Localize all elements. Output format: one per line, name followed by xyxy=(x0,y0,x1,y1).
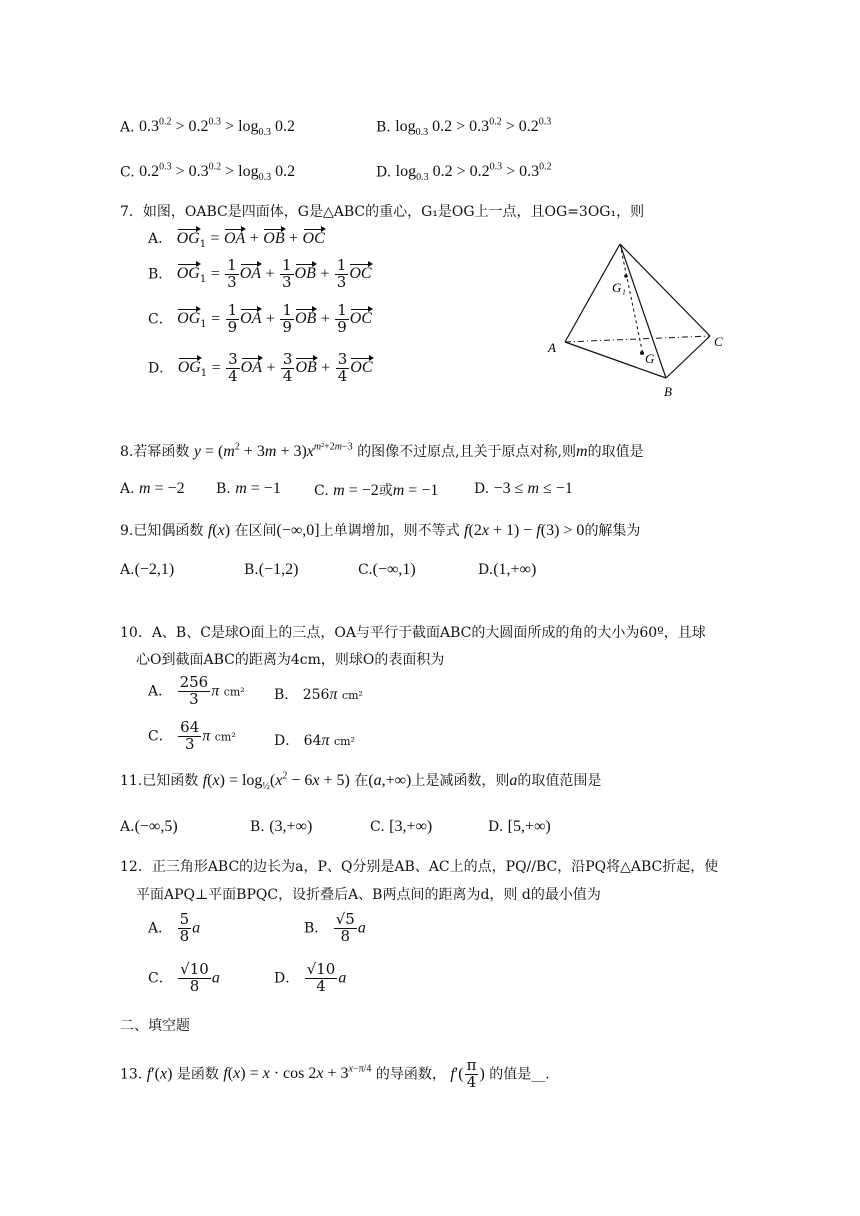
label-g1: G₁ xyxy=(612,280,626,295)
label-c: C xyxy=(714,334,723,349)
q7-option-c: C． $OG_1$ = $\frac{1}{9}$ OA + $\frac{1}{9}$ OB + $\frac{1}{9}$ OC xyxy=(148,301,372,336)
label-b: B xyxy=(664,384,672,399)
label-g: G xyxy=(645,351,655,366)
q10-option-a: A． $\frac{256}{3}$ π cm² xyxy=(148,673,245,708)
q8-option-a: A. m = −2 xyxy=(120,480,185,497)
q10-line1: 10．A、B、C是球O面上的三点，OA与平行于截面ABC的大圆面所成的角的大小为60º，且球 xyxy=(120,625,706,641)
q6-option-b: B. $\log_{0.3} 0.2 > 0.3^{0.2} > 0.2^{0.3}$ xyxy=(376,117,552,139)
q11-option-c: C. [3,+∞) xyxy=(370,818,433,835)
q9-option-d: D.(1,+∞) xyxy=(478,561,537,578)
q7-option-a: A． $OG_1$ = OA + OB + OC xyxy=(148,230,325,250)
q9-option-b: B.(−1,2) xyxy=(244,561,299,578)
q12-line1: 12．正三角形ABC的边长为a，P、Q分别是AB、AC上的点，PQ//BC，沿PQ将△ABC折起，使 xyxy=(120,859,719,875)
q8-option-c: C. m = −2或m = −1 xyxy=(314,482,439,499)
q8-option-b: B. m = −1 xyxy=(216,480,281,497)
q12-option-b: B． $\frac{√5}{8}$ a xyxy=(304,910,366,945)
q6-option-c: C. $0.2^{0.3} > 0.3^{0.2} > \log_{0.3} 0.2$ xyxy=(120,162,296,184)
q7-option-b: B． $OG_1$ = $\frac{1}{3}$ OA + $\frac{1}{3}$ OB + $\frac{1}{3}$ OC xyxy=(148,256,372,291)
q12-option-a: A． $\frac{5}{8}$ a xyxy=(148,910,201,945)
q10-option-c: C． $\frac{64}{3}$ π cm² xyxy=(148,718,236,753)
q9-option-c: C.(−∞,1) xyxy=(358,561,416,578)
section-title: 二、填空题 xyxy=(120,1018,190,1034)
q9-option-a: A.(−2,1) xyxy=(120,561,175,578)
q10-option-d: D． 64π cm² xyxy=(274,732,355,749)
q12-option-c: C． $\frac{√10}{8}$ a xyxy=(148,960,220,995)
q13-stem: 13. f′(x) 是函数 $f(x) = x \cdot \cos 2x + 3^{x-\pi/4}$ 的导函数， f′( $\frac{\pi}{4}$ ) 的值是__. xyxy=(120,1056,550,1091)
q7-option-d: D． $OG_1$ = $\frac{3}{4}$ OA + $\frac{3}{4}$ OB + $\frac{3}{4}$ OC xyxy=(148,350,373,385)
q7-stem: 7．如图，OABC是四面体，G是△ABC的重心，G₁是OG上一点，且OG=3OG₁，则 xyxy=(120,204,645,220)
q12-line2: 平面APQ⊥平面BPQC，设折叠后A、B两点间的距离为d，则 d的最小值为 xyxy=(136,887,601,903)
q10-option-b: B． 256π cm² xyxy=(274,686,363,703)
q8-stem: 8.若幂函数 $y = (m^2 + 3m + 3)x^{m^2+2m-3}$ 的图像不过原点,且关于原点对称,则m的取值是 xyxy=(120,441,644,460)
q11-stem: 11.已知函数 $f(x) = \log_{\frac{1}{2}}(x^2 - 6x + 5)$ 在(a,+∞)上是减函数，则a的取值范围是 xyxy=(120,770,602,793)
q6-option-d: D. $\log_{0.3} 0.2 > 0.2^{0.3} > 0.3^{0.2}$ xyxy=(376,162,552,184)
tetrahedron-figure xyxy=(540,238,740,408)
q9-stem: 9.已知偶函数 f(x) 在区间(−∞,0]上单调增加，则不等式 f(2x + 1) − f(3) > 0的解集为 xyxy=(120,522,641,539)
q12-option-d: D． $\frac{√10}{4}$ a xyxy=(274,960,347,995)
q10-line2: 心O到截面ABC的距离为4cm，则球O的表面积为 xyxy=(136,652,445,668)
q11-option-d: D. [5,+∞) xyxy=(488,818,551,835)
q11-option-b: B. (3,+∞) xyxy=(250,818,313,835)
q8-option-d: D. −3 ≤ m ≤ −1 xyxy=(474,480,573,497)
q6-option-a: A. $0.3^{0.2} > 0.2^{0.3} > \log_{0.3} 0.2$ xyxy=(120,117,296,139)
q11-option-a: A.(−∞,5) xyxy=(120,818,178,835)
label-a: A xyxy=(548,340,556,355)
